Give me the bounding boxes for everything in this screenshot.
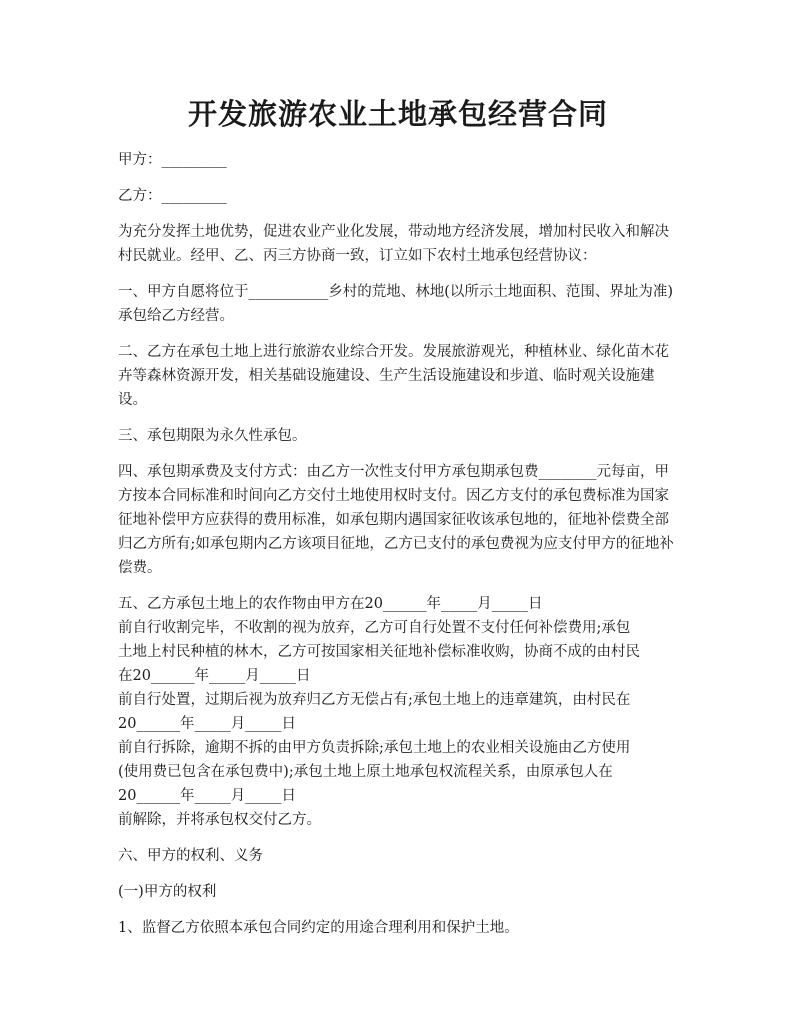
clause-5-line: 五、乙方承包土地上的农作物由甲方在20______年_____月_____日 [118, 596, 543, 612]
clause-5-line: 前自行拆除，逾期不拆的由甲方负责拆除;承包土地上的农业相关设施由乙方使用 [118, 740, 631, 756]
clause-6-heading: 六、甲方的权利、义务 [118, 848, 263, 864]
clause-1: 一、甲方自愿将位于___________乡村的荒地、林地(以所示土地面积、范围、界址为准)承包给乙方经营。 [118, 284, 674, 324]
intro-paragraph: 为充分发挥土地优势，促进农业产业化发展，带动地方经济发展，增加村民收入和解决村民就业。经甲、乙、丙三方协商一致，订立如下农村土地承包经营协议： [118, 224, 669, 264]
clause-5 [118, 592, 683, 832]
party-a-line: 甲方：_________ [118, 152, 227, 168]
clause-5-line: 20______年_____月_____日 [118, 788, 296, 804]
clause-5-line: 前解除，并将承包权交付乙方。 [118, 812, 321, 828]
clause-2: 二、乙方在承包土地上进行旅游农业综合开发。发展旅游观光，种植林业、绿化苗木花卉等森林资源开发，相关基础设施建设、生产生活设施建设和步道、临时观关设施建设。 [118, 344, 669, 408]
clause-6-item-1: 1、监督乙方依照本承包合同约定的用途合理利用和保护土地。 [118, 920, 519, 936]
clause-5-line: 在20______年_____月_____日 [118, 668, 311, 684]
clause-5-line: 前自行处置，过期后视为放弃归乙方无偿占有;承包土地上的违章建筑，由村民在 [118, 692, 631, 708]
party-b-line: 乙方：_________ [118, 188, 227, 204]
clause-5-line: 土地上村民种植的林木，乙方可按国家相关征地补偿标准收购，协商不成的由村民 [118, 644, 640, 660]
clause-3: 三、承包期限为永久性承包。 [118, 428, 307, 444]
document-title: 开发旅游农业土地承包经营合同 [187, 97, 608, 131]
clause-5-line: (使用费已包含在承包费中);承包土地上原土地承包权流程关系，由原承包人在 [118, 764, 613, 780]
clause-6-subheading: (一)甲方的权利 [118, 884, 217, 900]
clause-4: 四、承包期承费及支付方式：由乙方一次性支付甲方承包期承包费________元每亩，甲方按本合同标准和时间向乙方交付土地使用权时支付。因乙方支付的承包费标准为国家征地补偿甲方应获得的费用标准，如承包期内遇国家征收该承包地的，征地补偿费全部归乙方所有;如承包期内乙方该项目征地，乙方已支付的承包费视为应支付甲方的征地补偿费。 [118, 464, 674, 576]
clause-5-line: 20______年_____月_____日 [118, 716, 296, 732]
document-body [118, 148, 683, 952]
clause-5-line: 前自行收割完毕，不收割的视为放弃，乙方可自行处置不支付任何补偿费用;承包 [118, 620, 631, 636]
